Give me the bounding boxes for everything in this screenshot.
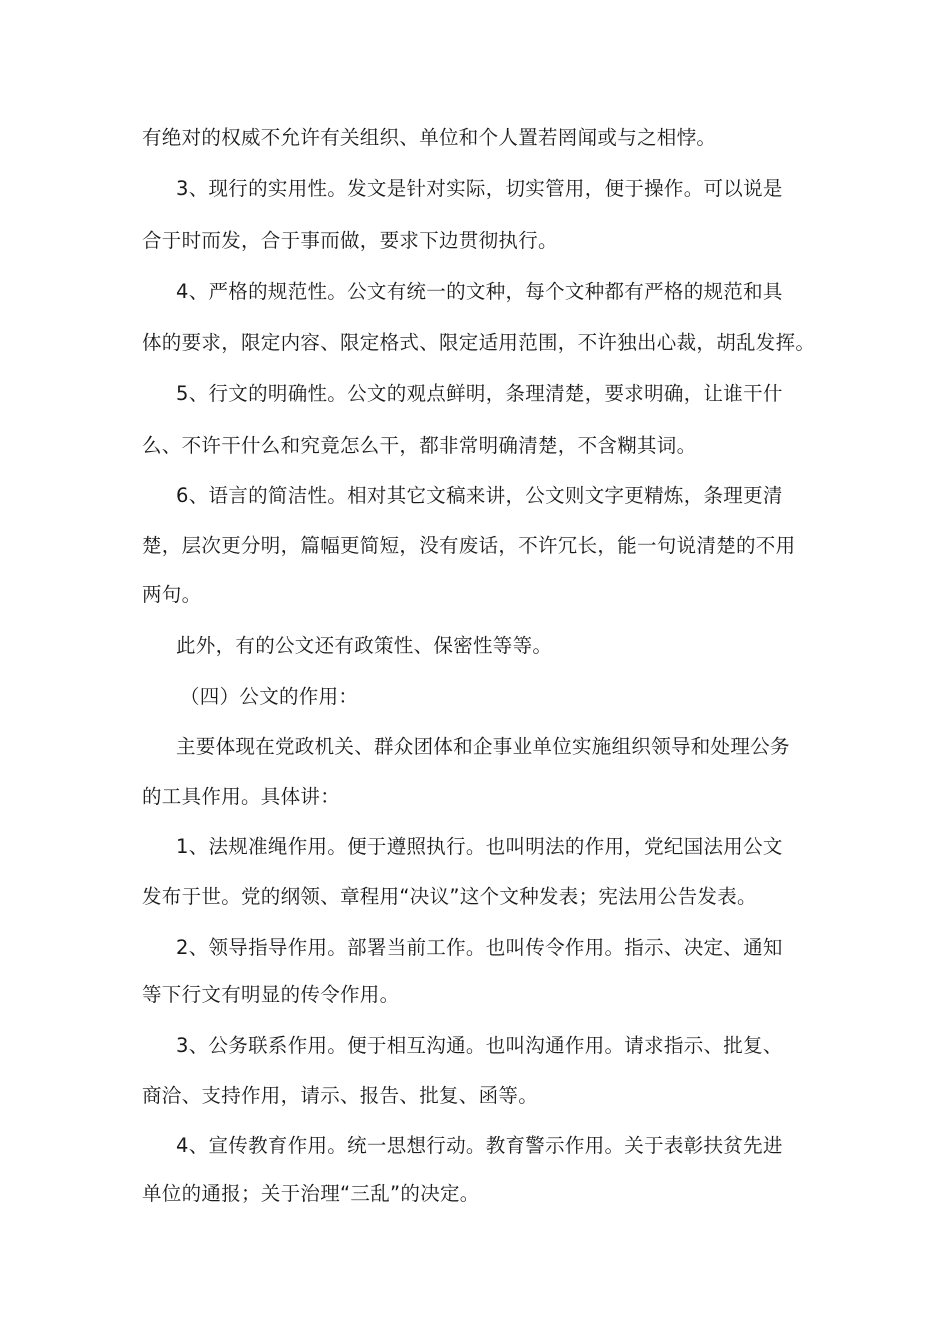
- paragraph-line: 此外，有的公文还有政策性、保密性等等。: [176, 634, 553, 657]
- paragraph-line: 商洽、支持作用，请示、报告、批复、函等。: [142, 1084, 539, 1107]
- paragraph-line: 么、不许干什么和究竟怎么干，都非常明确清楚，不含糊其词。: [142, 434, 697, 457]
- paragraph-line: 4、严格的规范性。公文有统一的文种，每个文种都有严格的规范和具: [176, 280, 783, 303]
- paragraph-line: 体的要求，限定内容、限定格式、限定适用范围，不许独出心裁，胡乱发挥。: [142, 331, 816, 354]
- paragraph-line: 合于时而发，合于事而做，要求下边贯彻执行。: [142, 229, 558, 252]
- paragraph-line: 发布于世。党的纲领、章程用“决议”这个文种发表；宪法用公告发表。: [142, 885, 757, 908]
- section-heading: （四）公文的作用：: [180, 685, 359, 708]
- paragraph-line: 5、行文的明确性。公文的观点鲜明，条理清楚，要求明确，让谁干什: [176, 382, 783, 405]
- paragraph-line: 3、现行的实用性。发文是针对实际，切实管用，便于操作。可以说是: [176, 177, 783, 200]
- paragraph-line: 主要体现在党政机关、群众团体和企事业单位实施组织领导和处理公务: [176, 735, 790, 758]
- paragraph-line: 楚，层次更分明，篇幅更简短，没有废话，不许冗长，能一句说清楚的不用: [142, 534, 796, 557]
- paragraph-line: 3、公务联系作用。便于相互沟通。也叫沟通作用。请求指示、批复、: [176, 1034, 783, 1057]
- paragraph-line: 有绝对的权威不允许有关组织、单位和个人置若罔闻或与之相悖。: [142, 126, 717, 149]
- paragraph-line: 2、领导指导作用。部署当前工作。也叫传令作用。指示、决定、通知: [176, 936, 783, 959]
- paragraph-line: 等下行文有明显的传令作用。: [142, 983, 400, 1006]
- paragraph-line: 4、宣传教育作用。统一思想行动。教育警示作用。关于表彰扶贫先进: [176, 1134, 783, 1157]
- paragraph-line: 的工具作用。具体讲：: [142, 785, 341, 808]
- paragraph-line: 6、语言的简洁性。相对其它文稿来讲，公文则文字更精炼，条理更清: [176, 484, 783, 507]
- paragraph-line: 两句。: [142, 583, 202, 606]
- paragraph-line: 1、法规准绳作用。便于遵照执行。也叫明法的作用，党纪国法用公文: [176, 835, 783, 858]
- paragraph-line: 单位的通报；关于治理“三乱”的决定。: [142, 1182, 480, 1205]
